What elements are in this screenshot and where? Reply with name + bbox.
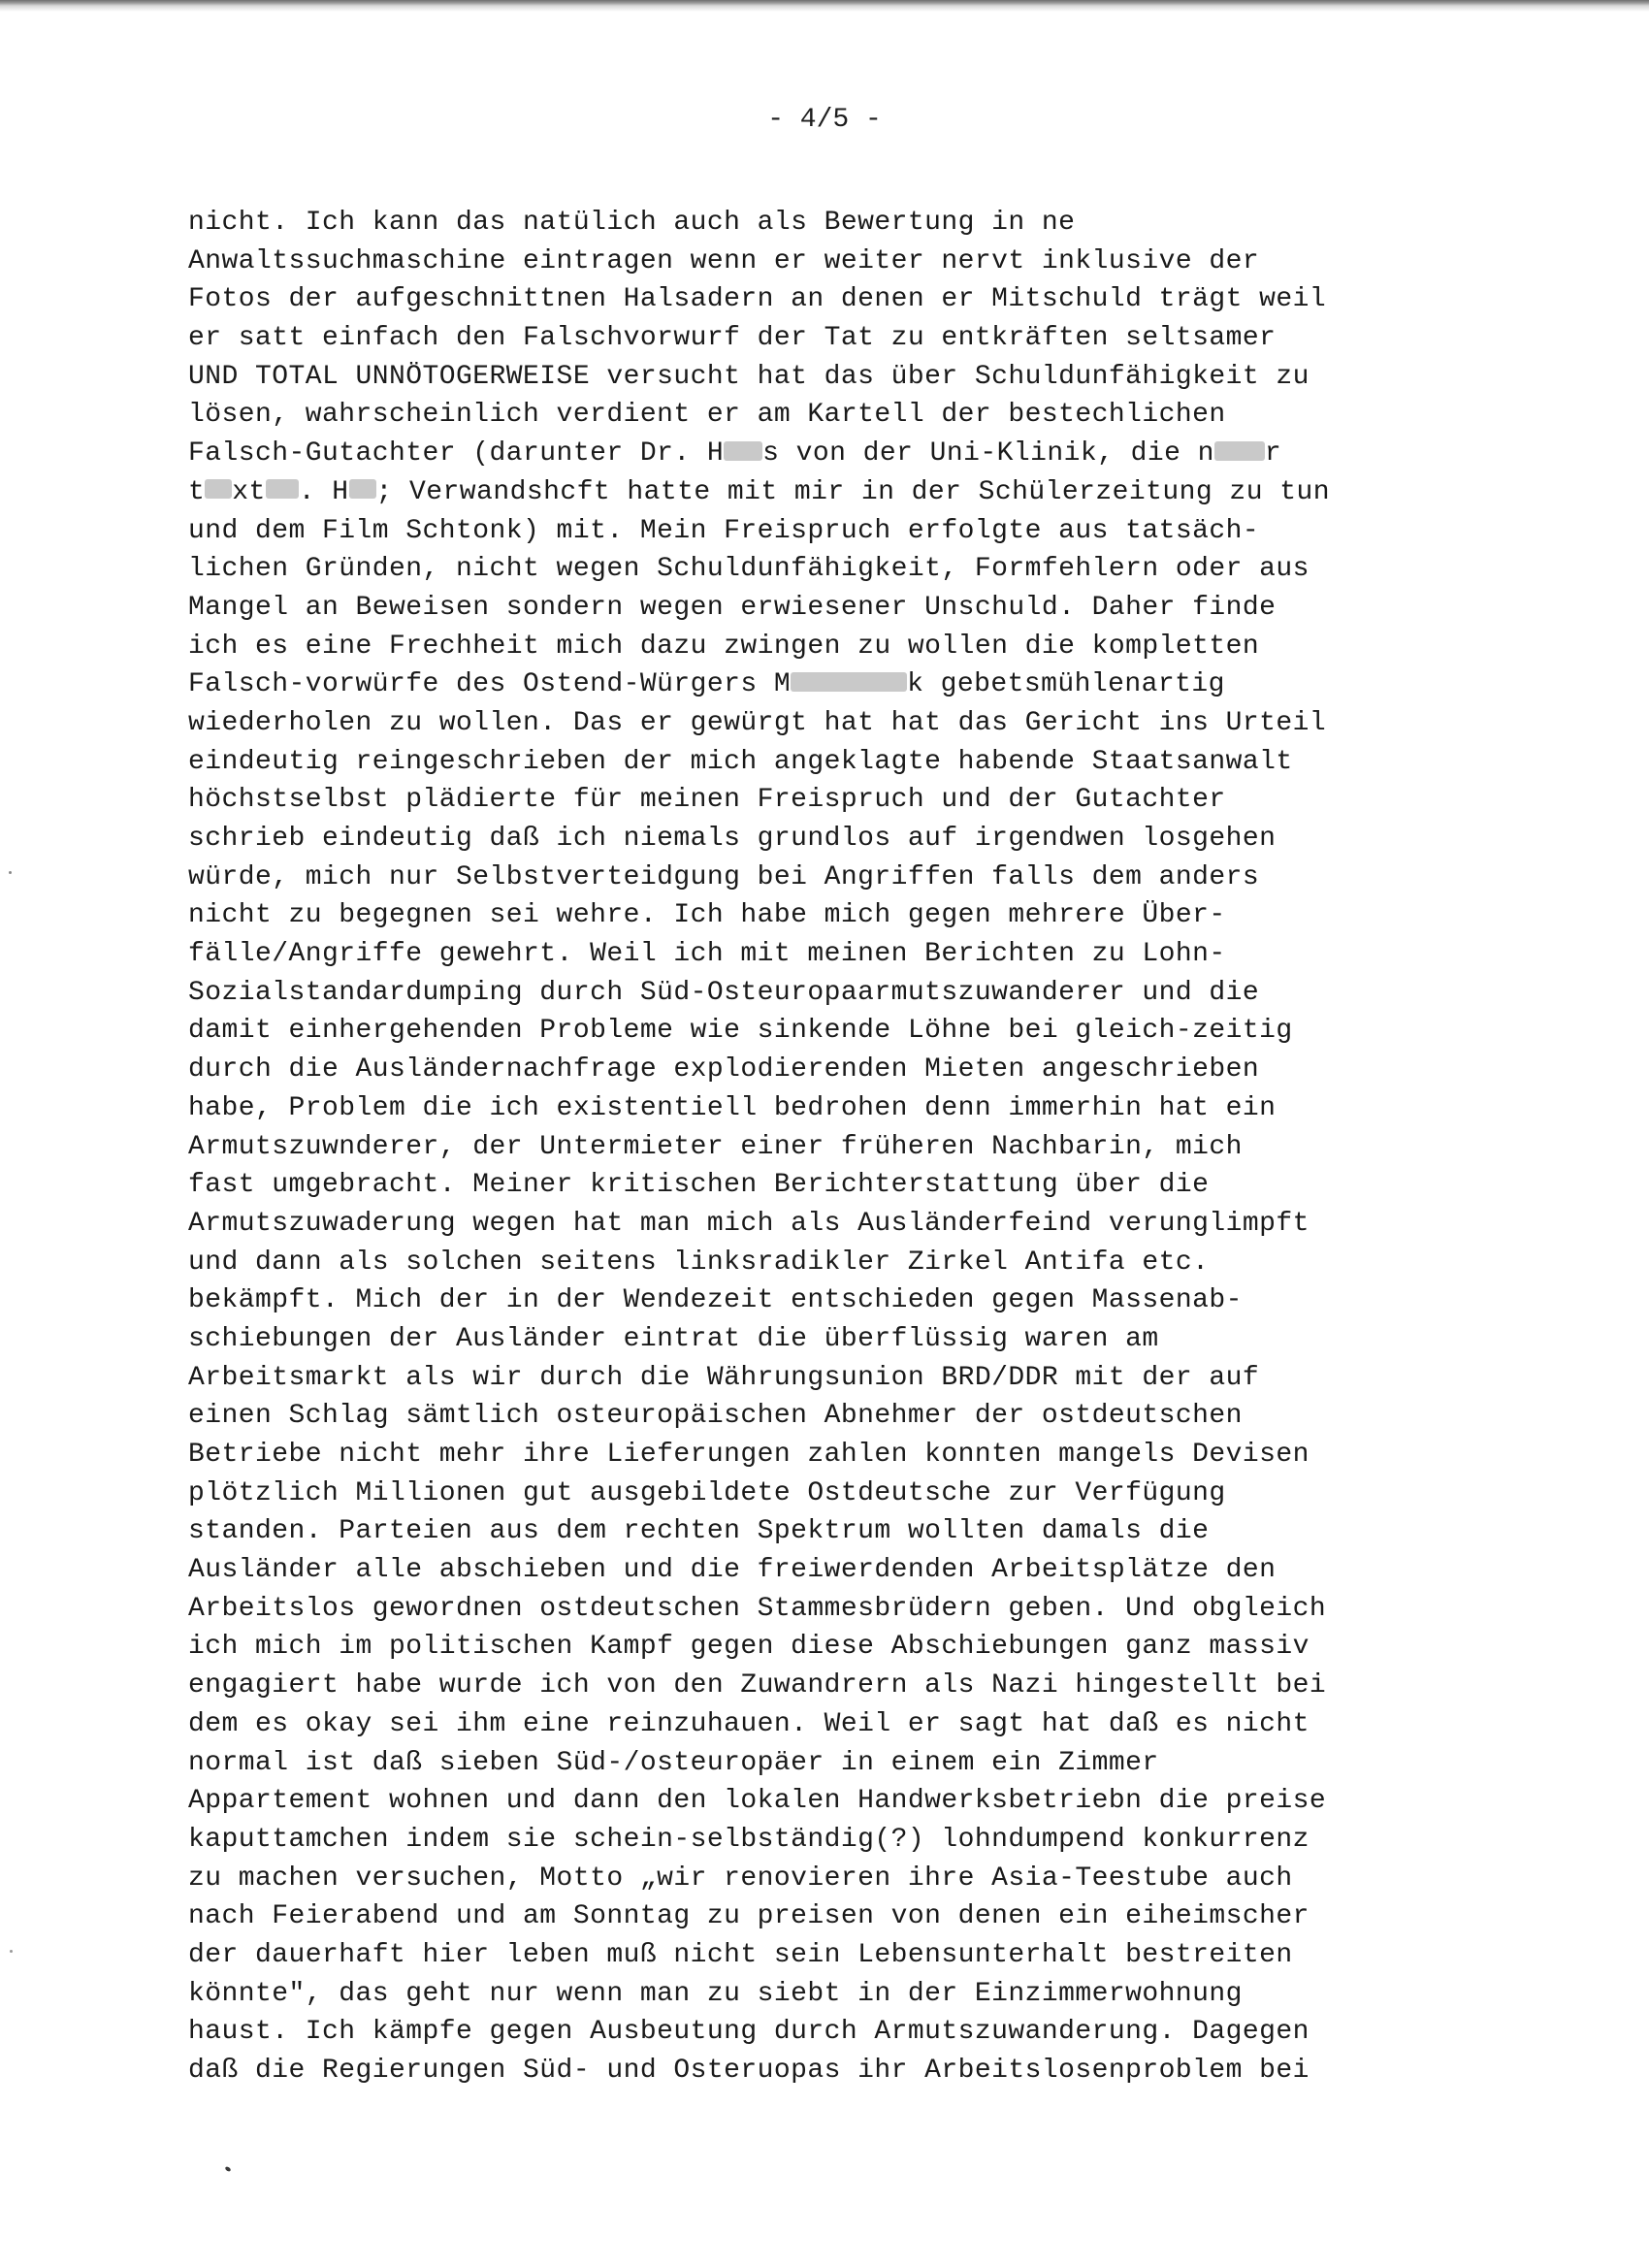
text-line: ich es eine Frechheit mich dazu zwingen zu wollen die kompletten bbox=[188, 631, 1260, 662]
text-line: lichen Gründen, nicht wegen Schuldunfähigkeit, Formfehlern oder aus bbox=[188, 554, 1310, 585]
text-fragment: s von der Uni-Klinik, die n bbox=[762, 438, 1214, 470]
text-line: der dauerhaft hier leben muß nicht sein Lebensunterhalt bestreiten bbox=[188, 1939, 1293, 1970]
text-line: dem es okay sei ihm eine reinzuhauen. Weil er sagt hat daß es nicht bbox=[188, 1708, 1310, 1739]
text-line: er satt einfach den Falschvorwurf der Tat zu entkräften seltsamer bbox=[188, 323, 1277, 354]
text-fragment: r bbox=[1264, 438, 1282, 470]
text-line: eindeutig reingeschrieben der mich angeklagte habende Staatsanwalt bbox=[188, 746, 1293, 777]
text-line: kaputtamchen indem sie schein-selbständig(?) lohndumpend konkurrenz bbox=[188, 1824, 1310, 1855]
scan-speck bbox=[224, 2166, 231, 2173]
text-line bbox=[188, 665, 1469, 704]
text-fragment: . H bbox=[298, 476, 349, 507]
text-line: wiederholen zu wollen. Das er gewürgt hat hat das Gericht ins Urteil bbox=[188, 707, 1327, 738]
text-line: Appartement wohnen und dann den lokalen Handwerksbetriebn die preise bbox=[188, 1786, 1327, 1817]
text-line: haust. Ich kämpfe gegen Ausbeutung durch Armutszuwanderung. Dagegen bbox=[188, 2017, 1310, 2048]
text-line: schrieb eindeutig daß ich niemals grundlos auf irgendwen losgehen bbox=[188, 824, 1277, 854]
text-fragment: ; Verwandshcft hatte mit mir in der Schülerzeitung zu tun bbox=[375, 476, 1330, 507]
text-line: nicht. Ich kann das natülich auch als Bewertung in ne bbox=[188, 208, 1076, 238]
text-line: Fotos der aufgeschnittnen Halsadern an denen er Mitschuld trägt weil bbox=[188, 284, 1327, 315]
text-line: Betriebe nicht mehr ihre Lieferungen zahlen konnten mangels Devisen bbox=[188, 1440, 1310, 1470]
page-number: - 4/5 - bbox=[767, 105, 882, 135]
text-line bbox=[188, 473, 1469, 512]
text-line: UND TOTAL UNNÖTOGERWEISE versucht hat das über Schuldunfähigkeit zu bbox=[188, 361, 1310, 392]
text-line: Arbeitsmarkt als wir durch die Währungsunion BRD/DDR mit der auf bbox=[188, 1362, 1260, 1393]
text-line: Arbeitslos gewordnen ostdeutschen Stammesbrüdern geben. Und obgleich bbox=[188, 1593, 1327, 1624]
text-line: lösen, wahrscheinlich verdient er am Kartell der bestechlichen bbox=[188, 400, 1226, 431]
text-line: damit einhergehenden Probleme wie sinkende Löhne bei gleich-zeitig bbox=[188, 1016, 1293, 1047]
text-line: und dann als solchen seitens linksradikler Zirkel Antifa etc. bbox=[188, 1247, 1210, 1278]
redaction-mark bbox=[205, 479, 232, 499]
redaction-mark bbox=[1214, 441, 1265, 461]
letter-body bbox=[188, 204, 1469, 2090]
text-line: Sozialstandardumping durch Süd-Osteuropaarmutszuwanderer und die bbox=[188, 977, 1260, 1008]
text-line: bekämpft. Mich der in der Wendezeit entschieden gegen Massenab- bbox=[188, 1285, 1243, 1316]
text-line: Armutszuwaderung wegen hat man mich als Ausländerfeind verunglimpft bbox=[188, 1208, 1310, 1239]
text-line: daß die Regierungen Süd- und Osteruopas ihr Arbeitslosenproblem bei bbox=[188, 2056, 1310, 2086]
text-line: standen. Parteien aus dem rechten Spektrum wollten damals die bbox=[188, 1516, 1210, 1547]
text-line: habe, Problem die ich existentiell bedrohen denn immerhin hat ein bbox=[188, 1092, 1277, 1123]
scan-speck bbox=[10, 1950, 13, 1953]
redaction-mark bbox=[349, 479, 376, 499]
text-line: Armutszuwnderer, der Untermieter einer früheren Nachbarin, mich bbox=[188, 1131, 1243, 1162]
redaction-mark bbox=[266, 479, 299, 499]
text-line: durch die Ausländernachfrage explodierenden Mieten angeschrieben bbox=[188, 1054, 1260, 1085]
text-line: einen Schlag sämtlich osteuropäischen Abnehmer der ostdeutschen bbox=[188, 1401, 1243, 1432]
text-line: Mangel an Beweisen sondern wegen erwiesener Unschuld. Daher finde bbox=[188, 592, 1277, 623]
text-line: plötzlich Millionen gut ausgebildete Ostdeutsche zur Verfügung bbox=[188, 1477, 1226, 1508]
text-fragment: Falsch-vorwürfe des Ostend-Würgers M bbox=[188, 669, 792, 700]
text-line: würde, mich nur Selbstverteidgung bei Angriffen falls dem anders bbox=[188, 861, 1260, 892]
text-line: und dem Film Schtonk) mit. Mein Freispruch erfolgte aus tatsäch- bbox=[188, 515, 1260, 546]
text-fragment: xt bbox=[232, 476, 266, 507]
redaction-mark bbox=[791, 672, 907, 692]
scan-speck bbox=[9, 871, 12, 874]
text-fragment: t bbox=[188, 476, 206, 507]
text-line: höchstselbst plädierte für meinen Freispruch und der Gutachter bbox=[188, 785, 1226, 816]
text-line: normal ist daß sieben Süd-/osteuropäer in einem ein Zimmer bbox=[188, 1747, 1159, 1778]
text-line bbox=[188, 435, 1469, 473]
text-line: nicht zu begegnen sei wehre. Ich habe mich gegen mehrere Über- bbox=[188, 900, 1226, 931]
text-line: fälle/Angriffe gewehrt. Weil ich mit meinen Berichten zu Lohn- bbox=[188, 939, 1226, 970]
text-line: Anwaltssuchmaschine eintragen wenn er weiter nervt inklusive der bbox=[188, 245, 1260, 276]
text-fragment: k gebetsmühlenartig bbox=[907, 669, 1225, 700]
text-line: engagiert habe wurde ich von den Zuwandrern als Nazi hingestellt bei bbox=[188, 1670, 1327, 1701]
text-line: nach Feierabend und am Sonntag zu preisen von denen ein eiheimscher bbox=[188, 1901, 1310, 1932]
text-fragment: Falsch-Gutachter (darunter Dr. H bbox=[188, 438, 725, 470]
text-line: Ausländer alle abschieben und die freiwerdenden Arbeitsplätze den bbox=[188, 1555, 1277, 1586]
text-line: fast umgebracht. Meiner kritischen Berichterstattung über die bbox=[188, 1170, 1210, 1201]
text-line: könnte", das geht nur wenn man zu siebt in der Einzimmerwohnung bbox=[188, 1978, 1243, 2009]
redaction-mark bbox=[724, 441, 762, 461]
text-line: ich mich im politischen Kampf gegen diese Abschiebungen ganz massiv bbox=[188, 1632, 1310, 1663]
text-line: zu machen versuchen, Motto „wir renovieren ihre Asia-Teestube auch bbox=[188, 1863, 1293, 1894]
text-line: schiebungen der Ausländer eintrat die überflüssig waren am bbox=[188, 1323, 1159, 1354]
